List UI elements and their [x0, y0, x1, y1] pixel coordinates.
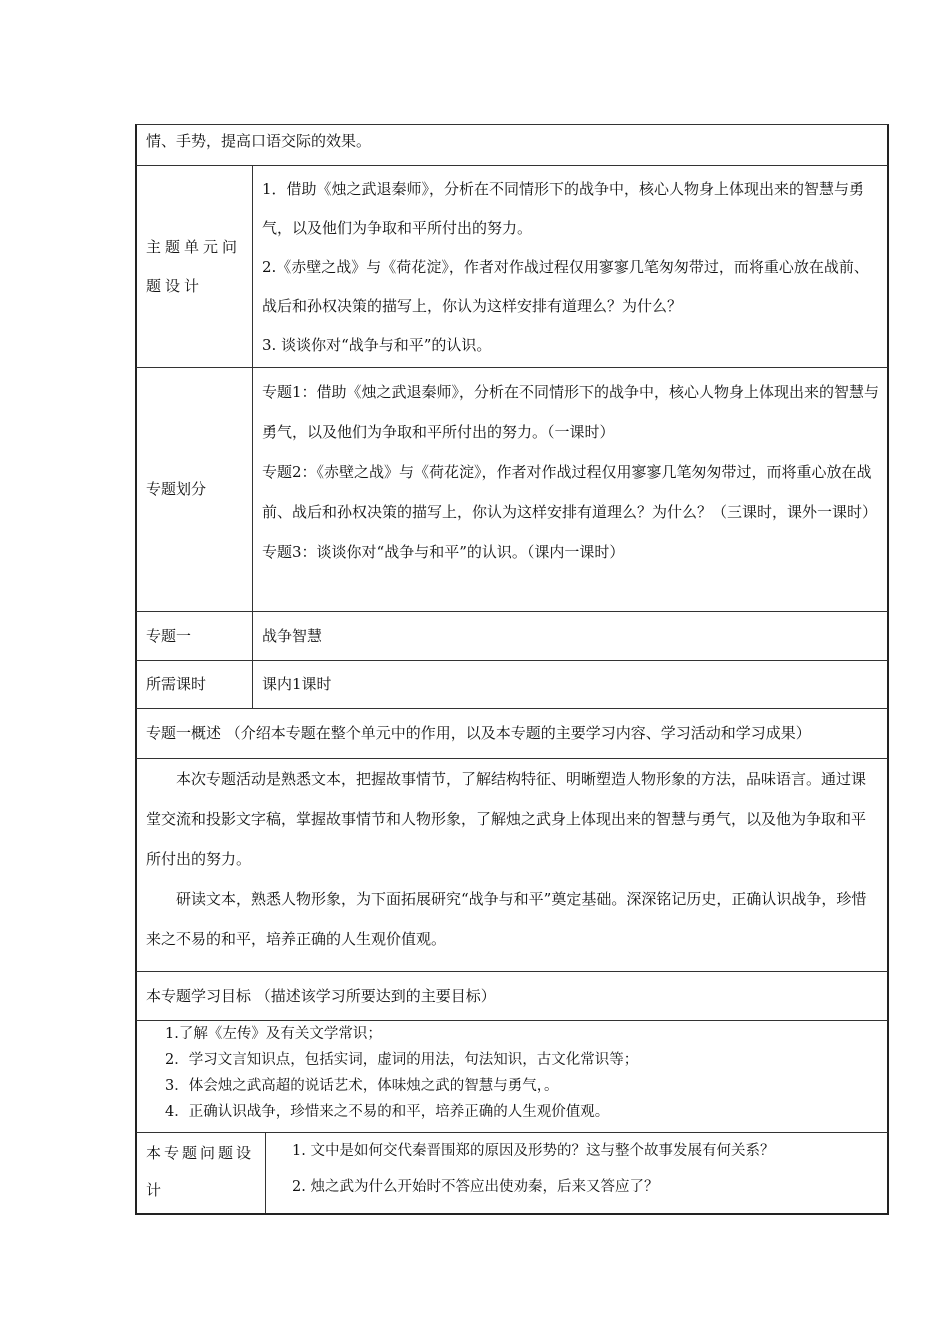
goal-item: 3．体会烛之武高超的说话艺术，体味烛之武的智慧与勇气，。 — [165, 1078, 559, 1094]
hours-row — [135, 661, 889, 709]
hours-label: 所需课时 — [146, 675, 207, 693]
goals-list — [137, 1021, 887, 1132]
overview-body — [137, 759, 887, 971]
unit-questions-label: 主题单元问题设计 — [146, 237, 242, 295]
goal-item: 1.了解《左传》及有关文学常识； — [165, 1026, 382, 1042]
overview-body-row — [135, 759, 889, 972]
overview-paragraph: 本次专题活动是熟悉文本，把握故事情节，了解结构特征、明晰塑造人物形象的方法，品味语言。通过课堂交流和投影文字稿，掌握故事情节和人物形象，了解烛之武身上体现出来的智慧与勇气，以及他为争取和平所付出的努力。 — [146, 770, 867, 868]
intro-tail-text: 情、手势，提高口语交际的效果。 — [146, 132, 372, 150]
topic-one-row — [135, 612, 889, 661]
topic-division-item: 专题2：《赤壁之战》与《荷花淀》，作者对作战过程仅用寥寥几笔匆匆带过，而将重心放在战前、战后和孙权决策的描写上，你认为这样安排有道理么？为什么？（三课时，课外一课时） — [262, 463, 878, 521]
unit-questions-list — [252, 166, 887, 367]
topic-questions-row — [135, 1133, 889, 1215]
topic-division-label: 专题划分 — [146, 480, 207, 498]
unit-question-item: 1．借助《烛之武退秦师》，分析在不同情形下的战争中，核心人物身上体现出来的智慧与勇气，以及他们为争取和平所付出的努力。 — [262, 180, 865, 237]
unit-question-item: 3. 谈谈你对“战争与和平”的认识。 — [262, 336, 492, 354]
goal-item: 2．学习文言知识点，包括实词，虚词的用法，句法知识，古文化常识等； — [165, 1052, 639, 1068]
topic-one-label: 专题一 — [146, 626, 192, 645]
topic-division-list — [252, 368, 887, 611]
topic-questions-label: 本专题问题设计 — [146, 1144, 255, 1199]
unit-questions-row — [135, 166, 889, 368]
overview-heading-row — [135, 709, 889, 759]
topic-division-item: 专题1：借助《烛之武退秦师》，分析在不同情形下的战争中，核心人物身上体现出来的智慧与勇气，以及他们为争取和平所付出的努力。（一课时） — [262, 383, 880, 441]
overview-heading: 专题一概述 （介绍本专题在整个单元中的作用，以及本专题的主要学习内容、学习活动和学习成果） — [146, 724, 811, 742]
hours-value: 课内1课时 — [252, 661, 887, 708]
goals-body-row — [135, 1021, 889, 1133]
goals-heading: 本专题学习目标 （描述该学习所要达到的主要目标） — [146, 986, 496, 1005]
topic-question-item: 2. 烛之武为什么开始时不答应出使劝秦，后来又答应了？ — [292, 1179, 659, 1195]
unit-question-item: 2.《赤壁之战》与《荷花淀》，作者对作战过程仅用寥寥几笔匆匆带过，而将重心放在战前、战后和孙权决策的描写上，你认为这样安排有道理么？为什么？ — [262, 258, 869, 315]
intro-row — [135, 124, 889, 166]
topic-questions-list — [265, 1133, 887, 1213]
topic-division-item: 专题3：谈谈你对“战争与和平”的认识。（课内一课时） — [262, 543, 625, 561]
topic-division-row — [135, 368, 889, 612]
topic-one-value: 战争智慧 — [252, 612, 887, 660]
goals-heading-row — [135, 972, 889, 1021]
topic-question-item: 1. 文中是如何交代秦晋围郑的原因及形势的？这与整个故事发展有何关系？ — [292, 1143, 775, 1159]
goal-item: 4．正确认识战争，珍惜来之不易的和平，培养正确的人生观价值观。 — [165, 1104, 610, 1120]
overview-paragraph: 研读文本，熟悉人物形象，为下面拓展研究“战争与和平”奠定基础。深深铭记历史，正确认识战争，珍惜来之不易的和平，培养正确的人生观价值观。 — [146, 890, 867, 948]
